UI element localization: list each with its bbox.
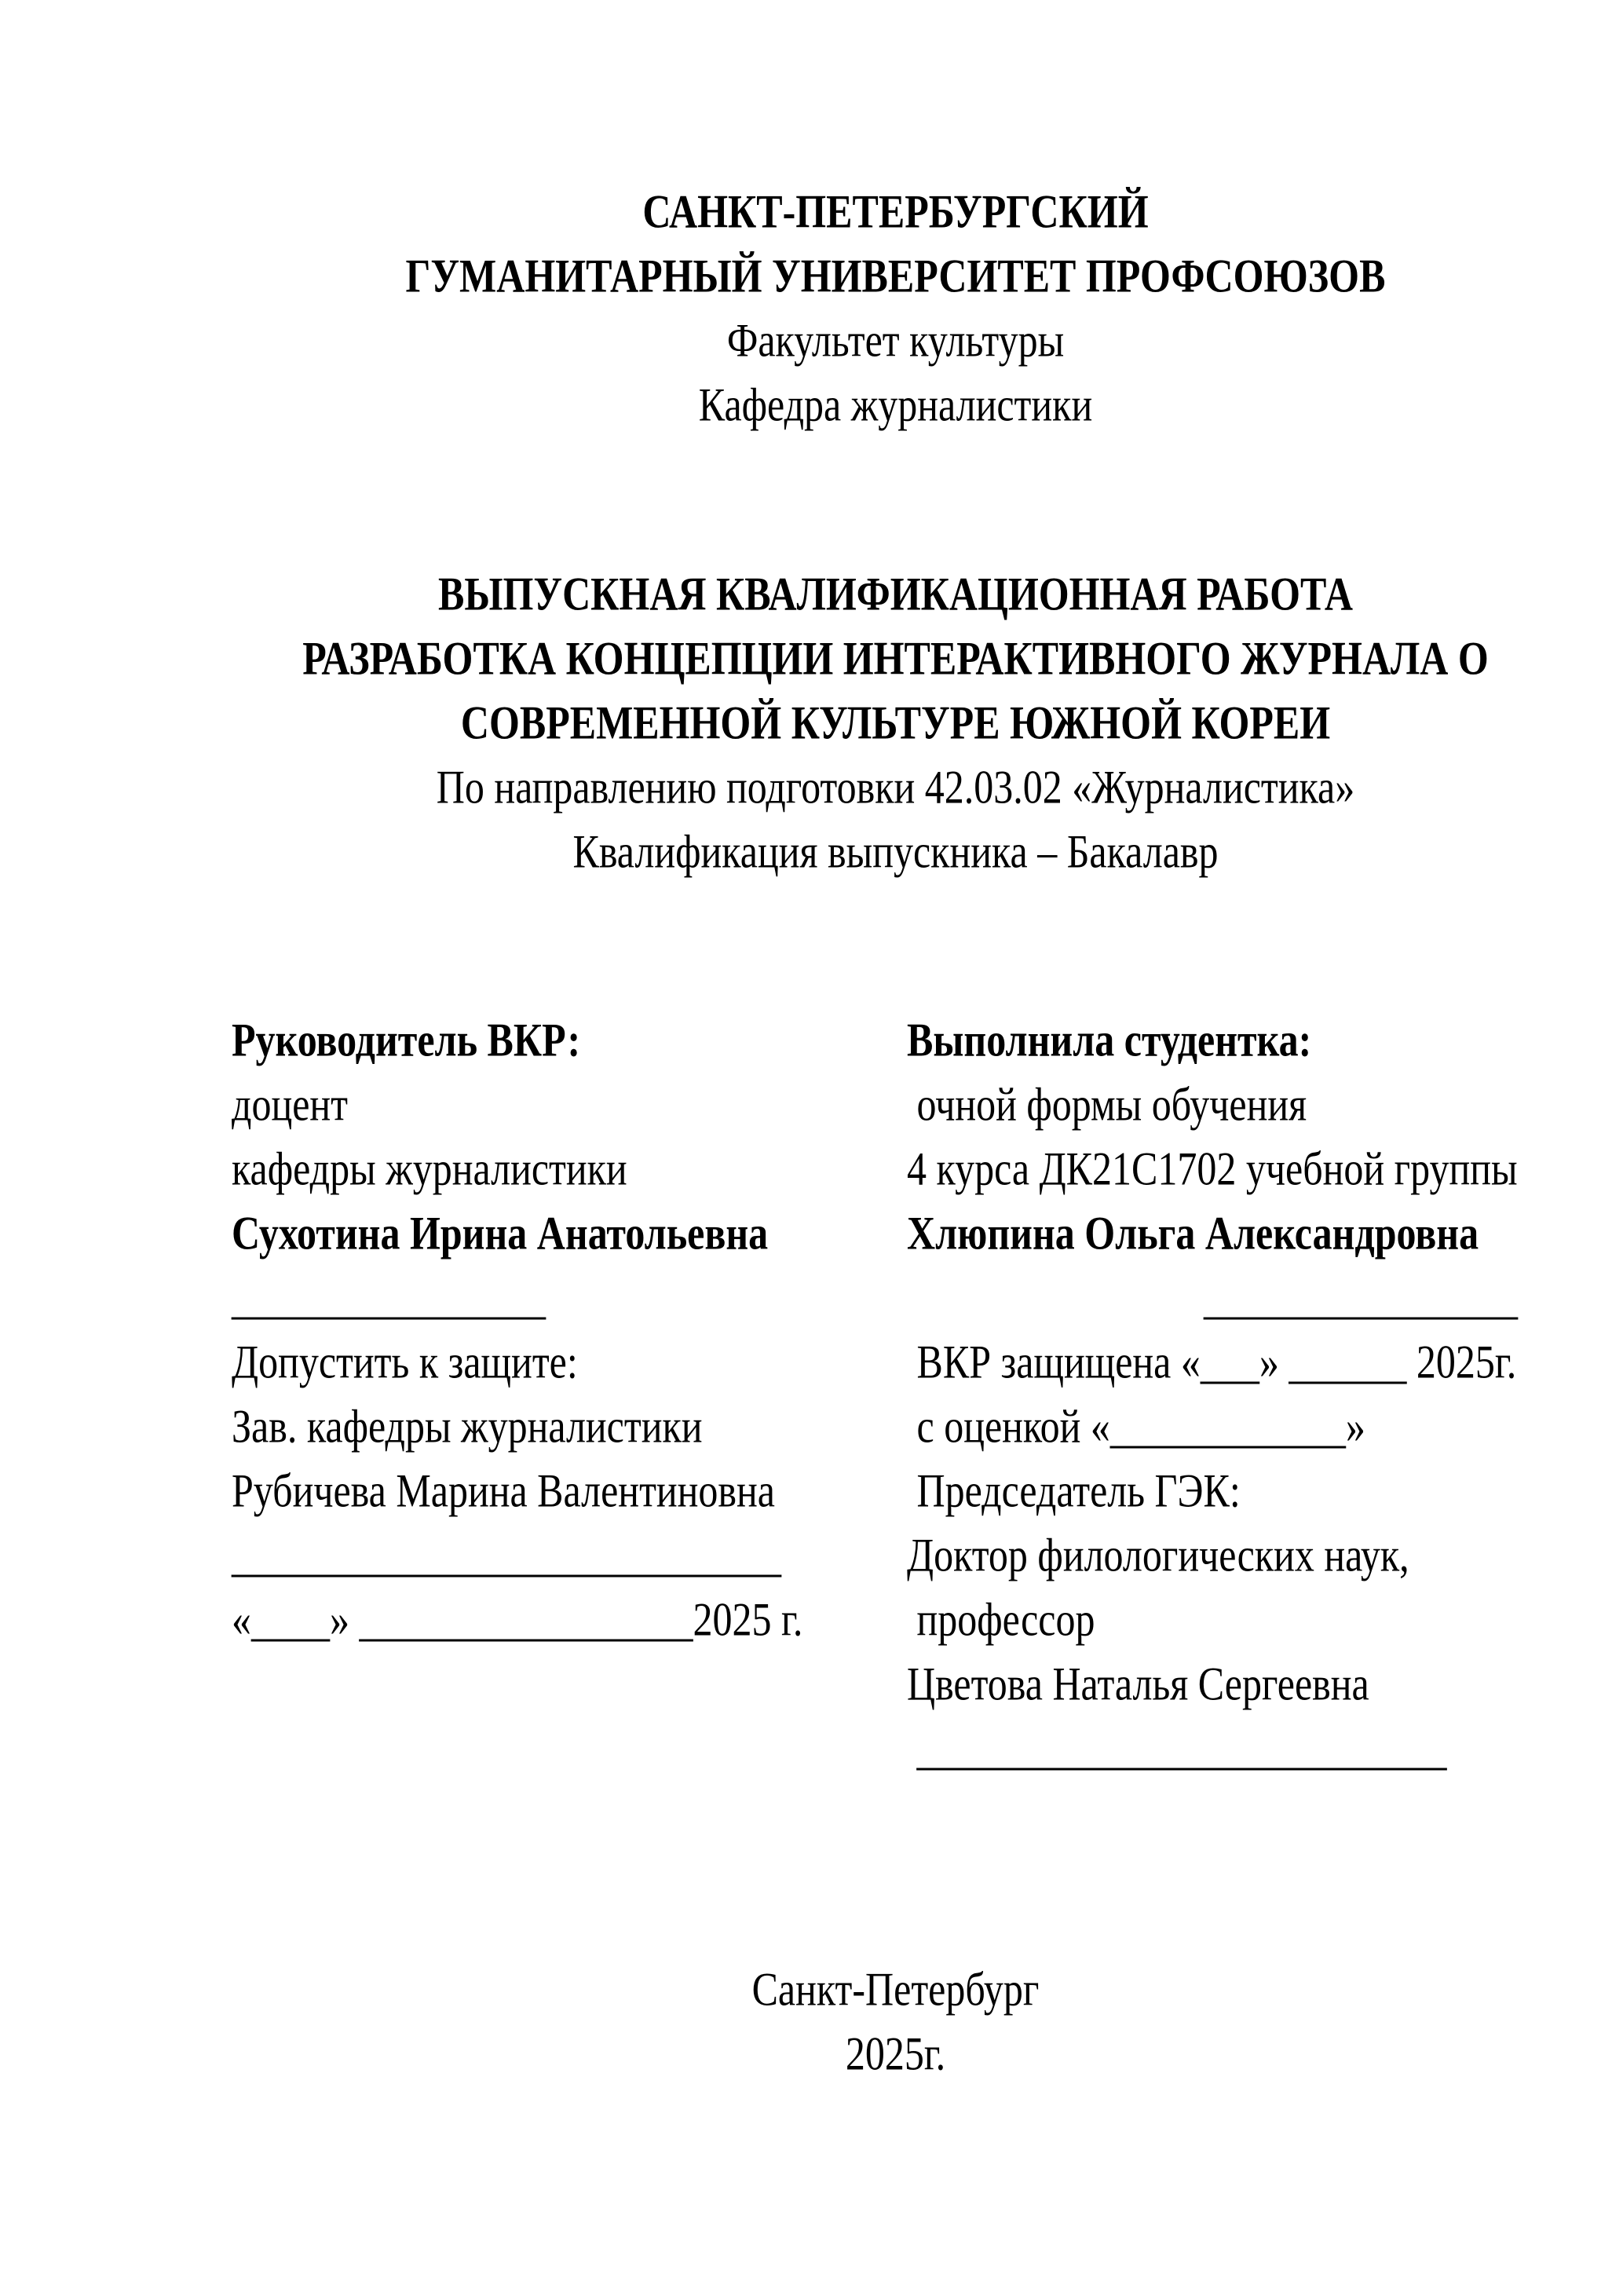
thesis-title-block [0, 561, 1623, 883]
student-study-form: очной формы обучения [907, 1077, 1307, 1131]
thesis-title-line-1: РАЗРАБОТКА КОНЦЕПЦИИ ИНТЕРАКТИВНОГО ЖУРНАЛА О [302, 631, 1489, 685]
supervisor-signature-line: ________________ [232, 1270, 546, 1324]
student-column [907, 1007, 1559, 1780]
admit-date-line: «____» _________________2025 г. [232, 1592, 803, 1646]
committee-chair-degree: Доктор филологических наук, [907, 1528, 1409, 1581]
year-line: 2025г. [845, 2027, 946, 2080]
department-head-signature-line: ____________________________ [232, 1528, 781, 1581]
signature-section [0, 1007, 1623, 1780]
committee-heading: Председатель ГЭК: [907, 1464, 1241, 1517]
grade-line: с оценкой «____________» [907, 1399, 1365, 1453]
faculty-line: Факультет культуры [726, 313, 1065, 367]
university-header [0, 0, 1623, 437]
committee-chair-name: Цветова Наталья Сергеевна [907, 1657, 1369, 1710]
university-name-line-1: САНКТ-ПЕТЕРБУРГСКИЙ [642, 185, 1149, 238]
supervisor-department: кафедры журналистики [232, 1142, 627, 1195]
university-name-line-2: ГУМАНИТАРНЫЙ УНИВЕРСИТЕТ ПРОФСОЮЗОВ [405, 249, 1386, 302]
student-signature-line: ________________ [1204, 1270, 1518, 1324]
defended-date-line: ВКР защищена «___» ______ 2025г. [907, 1335, 1517, 1388]
department-head-position: Зав. кафедры журналистики [232, 1399, 703, 1453]
thesis-title-line-2: СОВРЕМЕННОЙ КУЛЬТУРЕ ЮЖНОЙ КОРЕИ [460, 696, 1331, 749]
committee-chair-position: профессор [907, 1592, 1095, 1646]
department-line: Кафедра журналистики [698, 378, 1093, 431]
city-line: Санкт-Петербург [751, 1962, 1040, 2016]
supervisor-column [232, 1007, 907, 1780]
qualification-line: Квалификация выпускника – Бакалавр [572, 824, 1219, 878]
work-type-line: ВЫПУСКНАЯ КВАЛИФИКАЦИОННАЯ РАБОТА [438, 567, 1353, 620]
footer-block [0, 1957, 1623, 2086]
committee-signature-line: ___________________________ [907, 1721, 1447, 1775]
student-name: Хлюпина Ольга Александровна [907, 1206, 1479, 1260]
admit-heading: Допустить к защите: [232, 1335, 578, 1388]
student-heading: Выполнила студентка: [907, 1013, 1312, 1066]
supervisor-position: доцент [232, 1077, 348, 1131]
student-group: 4 курса ДК21С1702 учебной группы [907, 1142, 1518, 1195]
department-head-name: Рубичева Марина Валентиновна [232, 1464, 775, 1517]
supervisor-name: Сухотина Ирина Анатольевна [232, 1206, 769, 1260]
supervisor-heading: Руководитель ВКР: [232, 1013, 581, 1066]
program-line: По направлению подготовки 42.03.02 «Журналистика» [436, 760, 1355, 813]
